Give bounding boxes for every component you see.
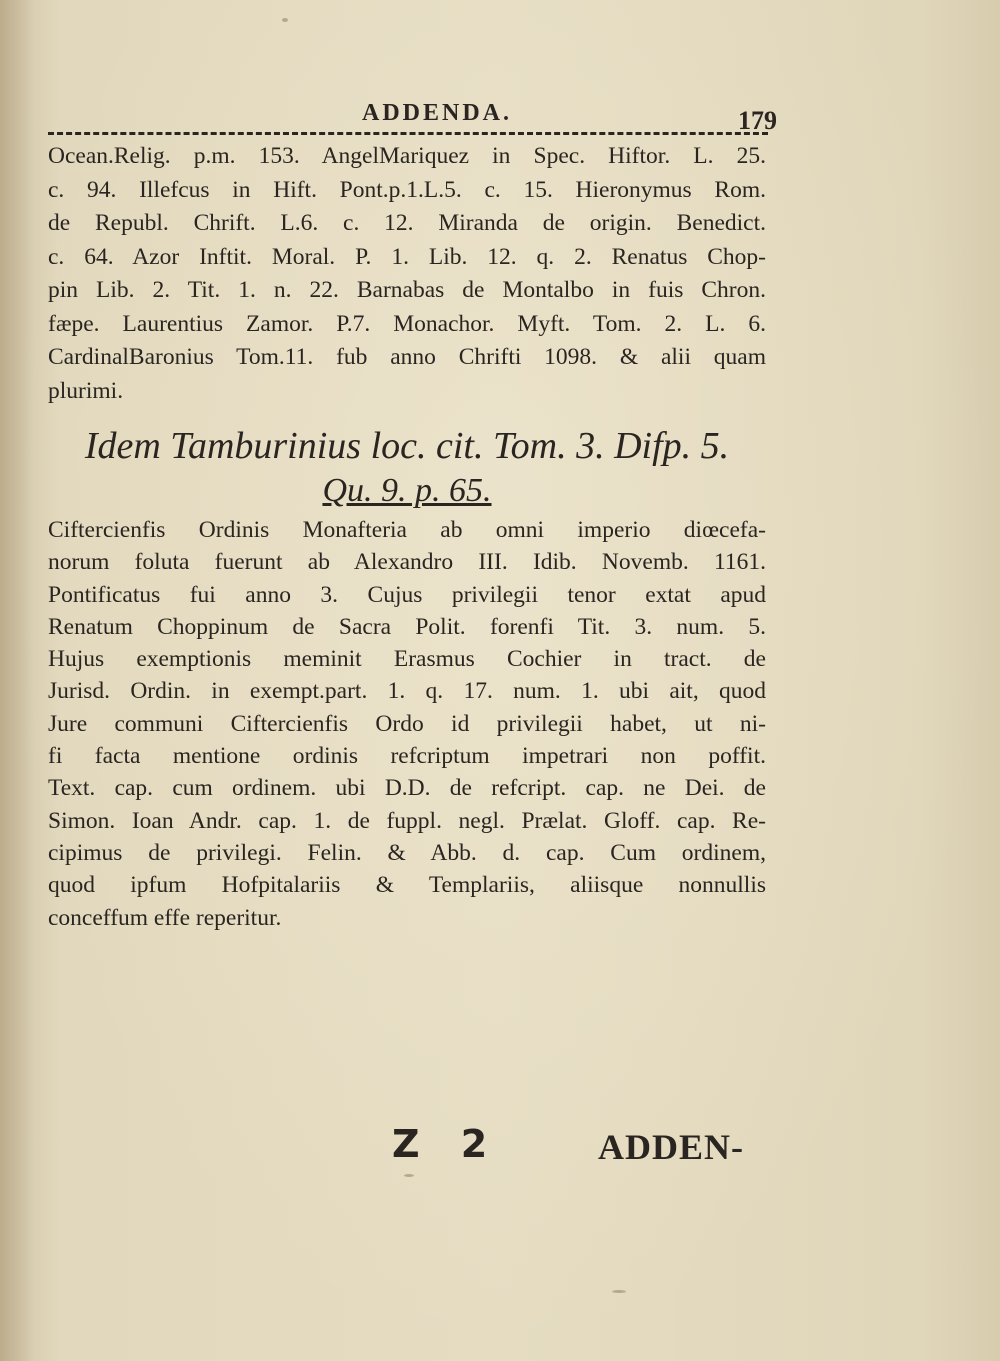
section-heading: Idem Tamburinius loc. cit. Tom. 3. Difp. 5. <box>84 425 730 467</box>
text-line: fæpe. Laurentius Zamor. P.7. Monachor. Myft. Tom. 2. L. 6. <box>48 310 766 337</box>
text-line: de Republ. Chrift. L.6. c. 12. Miranda de origin. Benedict. <box>48 210 766 236</box>
page-header <box>0 96 1000 136</box>
section-subheading <box>48 470 766 512</box>
signature-mark: Z 2 <box>392 1122 502 1166</box>
text-line: c. 94. Illefcus in Hift. Pont.p.1.L.5. c. 15. Hieronymus Rom. <box>48 176 766 203</box>
text-line: CardinalBaronius Tom.11. fub anno Chrifti 1098. & alii quam <box>48 344 766 370</box>
text-line: norum foluta fuerunt ab Alexandro III. Idib. Novemb. 1161. <box>48 549 766 576</box>
paper-speck <box>612 1290 626 1293</box>
text-line: Ciftercienfis Ordinis Monafteria ab omni imperio diœcefa- <box>48 517 766 543</box>
subheading-text: Qu. 9. p. 65. <box>322 472 492 509</box>
running-head: ADDENDA. <box>362 100 512 126</box>
text-line: fi facta mentione ordinis refcriptum impetrari non poffit. <box>48 743 766 770</box>
text-line: c. 64. Azor Inftit. Moral. P. 1. Lib. 12. q. 2. Renatus Chop- <box>48 243 766 270</box>
text-line: pin Lib. 2. Tit. 1. n. 22. Barnabas de Montalbo in fuis Chron. <box>48 277 766 303</box>
header-rule <box>48 132 768 135</box>
text-line: Ocean.Relig. p.m. 153. AngelMariquez in Spec. Hiftor. L. 25. <box>48 143 766 169</box>
paragraph-cistercian <box>48 514 766 934</box>
text-line: cipimus de privilegi. Felin. & Abb. d. cap. Cum ordinem, <box>48 839 766 866</box>
text-line: Jurisd. Ordin. in exempt.part. 1. q. 17. num. 1. ubi ait, quod <box>48 678 766 705</box>
text-line: Jure communi Ciftercienfis Ordo id privilegii habet, ut ni- <box>48 710 766 737</box>
text-line: Pontificatus fui anno 3. Cujus privilegii tenor extat apud <box>48 581 766 608</box>
text-line: plurimi. <box>48 377 124 404</box>
text-line: Simon. Ioan Andr. cap. 1. de fuppl. negl. Prælat. Gloff. cap. Re- <box>48 807 766 834</box>
text-line: Renatum Choppinum de Sacra Polit. forenfi Tit. 3. num. 5. <box>48 613 766 640</box>
text-line: Text. cap. cum ordinem. ubi D.D. de refcript. cap. ne Dei. de <box>48 775 766 802</box>
catchword: ADDEN- <box>598 1127 744 1167</box>
paper-speck <box>282 18 288 22</box>
text-line: quod ipfum Hofpitalariis & Templariis, aliisque nonnullis <box>48 872 766 899</box>
page-footer <box>0 1122 1000 1182</box>
paper-speck <box>404 1174 414 1177</box>
page-body <box>48 140 766 934</box>
text-line: Hujus exemptionis meminit Erasmus Cochier in tract. de <box>48 646 766 673</box>
text-line: conceffum effe reperitur. <box>48 904 282 931</box>
page-number: 179 <box>738 106 777 135</box>
paragraph-references <box>48 140 766 408</box>
